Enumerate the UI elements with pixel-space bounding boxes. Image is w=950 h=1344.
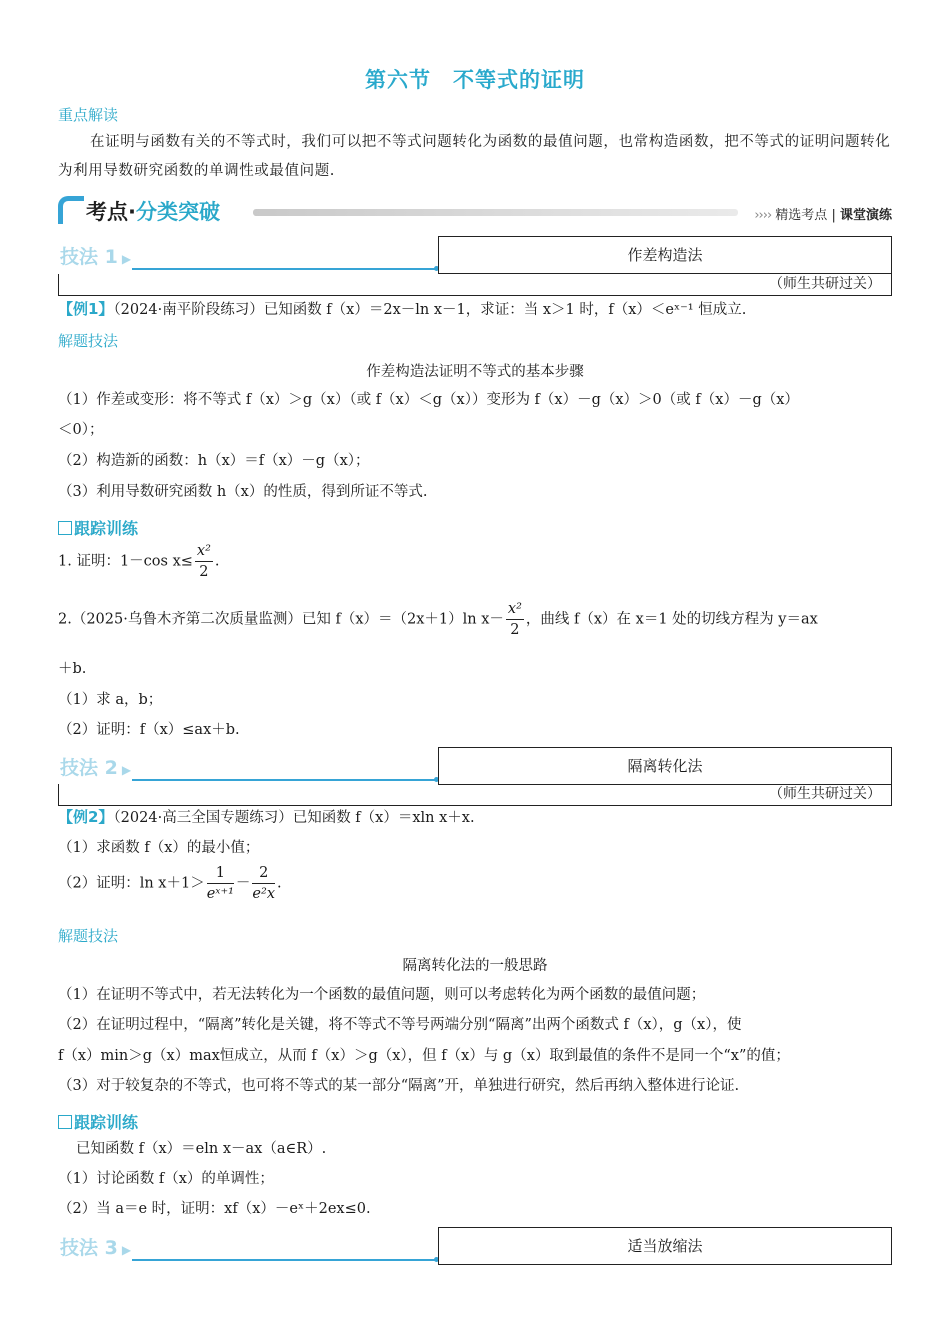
fraction-2-over-e2x: $\frac{2}{\text{e²x}}$ bbox=[252, 865, 275, 902]
method-1-step-1b: ＜0）； bbox=[58, 422, 104, 438]
technique-3-name: 适当放缩法 bbox=[438, 1227, 892, 1265]
banner-logo-icon bbox=[58, 196, 84, 224]
exercise-3-q1: （1）讨论函数 f（x）的单调性； bbox=[58, 1171, 274, 1187]
banner-title-dot: · bbox=[128, 200, 136, 224]
checkbox-icon bbox=[58, 521, 72, 535]
triangle-right-icon: ▶ bbox=[121, 1243, 132, 1257]
track-2-label: 跟踪训练 bbox=[58, 1110, 138, 1133]
technique-3-label: 技法 3 ▶ bbox=[60, 1237, 132, 1259]
example-2-text: （2024·高三全国专题练习）已知函数 f（x）＝xln x＋x. bbox=[113, 810, 475, 826]
technique-1-underline bbox=[132, 268, 438, 270]
exercise-2-q2: （2）证明：f（x）≤ax＋b. bbox=[58, 722, 240, 738]
exercise-2-q1: （1）求 a，b； bbox=[58, 692, 163, 708]
technique-1-header bbox=[58, 236, 892, 274]
key-reading-text: 在证明与函数有关的不等式时，我们可以把不等式问题转化为函数的最值问题，也常构造函数，把不等式的证明问题转化为利用导数研究函数的单调性或最值问题. bbox=[58, 134, 891, 179]
track-1-label: 跟踪训练 bbox=[58, 516, 138, 539]
method-2-step-2: （2）在证明过程中，“隔离”转化是关键，将不等式不等号两端分别“隔离”出两个函数式 f（x），g（x），使 bbox=[58, 1017, 742, 1033]
method-1-step-1: （1）作差或变形：将不等式 f（x）＞g（x）（或 f（x）＜g（x））变形为 f（x）－g（x）＞0（或 f（x）－g（x） bbox=[58, 392, 799, 408]
method-2-step-2b: f（x）min＞g（x）max恒成立，从而 f（x）＞g（x），但 f（x）与 g（x）取到最值的条件不是同一个“x”的值； bbox=[58, 1048, 790, 1064]
technique-1-label: 技法 1 ▶ bbox=[60, 246, 132, 268]
exercise-1: 1. 证明：1－cos x≤ $\frac{\text{x²}}{2}$ . bbox=[58, 543, 220, 580]
technique-2-underline bbox=[132, 779, 438, 781]
example-2 bbox=[58, 806, 475, 827]
banner-right-b: 课堂演练 bbox=[839, 208, 892, 223]
example-2-q2: （2）证明：ln x＋1＞ $\frac{1}{\text{eˣ⁺¹}}$ － $\frac{2}{\text{e²x}}$ . bbox=[58, 865, 282, 902]
method-1-step-2: （2）构造新的函数：h（x）＝f（x）－g（x）； bbox=[58, 453, 370, 469]
method-2-title: 隔离转化法的一般思路 bbox=[402, 958, 548, 974]
banner-right-a: 精选考点 bbox=[775, 208, 828, 223]
exercise-2-cont: ＋b. bbox=[58, 661, 87, 677]
technique-2-note: （师生共研过关） bbox=[58, 784, 892, 806]
fraction-1-over-e-x1: $\frac{1}{\text{eˣ⁺¹}}$ bbox=[206, 865, 234, 902]
method-1-step-3: （3）利用导数研究函数 h（x）的性质，得到所证不等式. bbox=[58, 484, 428, 500]
example-2-q1: （1）求函数 f（x）的最小值； bbox=[58, 840, 260, 856]
banner-title bbox=[86, 196, 220, 226]
example-1 bbox=[58, 298, 746, 319]
technique-3-header bbox=[58, 1227, 892, 1265]
method-1-title: 作差构造法证明不等式的基本步骤 bbox=[366, 364, 584, 380]
banner-arrows-icon: ›››› bbox=[754, 208, 772, 223]
banner-right bbox=[754, 204, 892, 223]
triangle-right-icon: ▶ bbox=[121, 252, 132, 266]
exercise-2: 2.（2025·乌鲁木齐第二次质量监测）已知 f（x）＝（2x＋1）ln x－ $\frac{\text{x²}}{2}$ ，曲线 f（x）在 x＝1 处的切线方程为 y＝ax bbox=[58, 601, 818, 638]
banner-title-b: 分类突破 bbox=[135, 200, 220, 224]
triangle-right-icon: ▶ bbox=[121, 763, 132, 777]
exercise-3: 已知函数 f（x）＝eln x－ax（a∈R）. bbox=[76, 1141, 327, 1157]
technique-2-label: 技法 2 ▶ bbox=[60, 757, 132, 779]
banner-bar bbox=[253, 209, 738, 216]
checkbox-icon bbox=[58, 1115, 72, 1129]
method-2-label: 解题技法 bbox=[58, 927, 119, 945]
method-2-step-3: （3）对于较复杂的不等式，也可将不等式的某一部分“隔离”开，单独进行研究，然后再纳入整体进行论证. bbox=[58, 1078, 740, 1094]
method-2-step-1: （1）在证明不等式中，若无法转化为一个函数的最值问题，则可以考虑转化为两个函数的最值问题； bbox=[58, 987, 706, 1003]
fraction-x2-over-2b: $\frac{\text{x²}}{2}$ bbox=[507, 601, 522, 638]
technique-2-header bbox=[58, 747, 892, 785]
key-reading-label: 重点解读 bbox=[58, 106, 119, 124]
fraction-x2-over-2: $\frac{\text{x²}}{2}$ bbox=[196, 543, 211, 580]
exercise-3-q2: （2）当 a＝e 时，证明：xf（x）－eˣ＋2ex≤0. bbox=[58, 1201, 371, 1217]
page-title: 第六节 不等式的证明 bbox=[365, 68, 585, 92]
method-1-label: 解题技法 bbox=[58, 332, 119, 350]
technique-1-name: 作差构造法 bbox=[438, 236, 892, 274]
section-banner bbox=[58, 196, 892, 228]
banner-sep: | bbox=[831, 208, 836, 223]
technique-1-note: （师生共研过关） bbox=[58, 274, 892, 296]
technique-3-underline bbox=[132, 1259, 438, 1261]
example-2-tag: 【例2】 bbox=[58, 808, 114, 826]
banner-title-a: 考点 bbox=[86, 200, 128, 224]
example-1-tag: 【例1】 bbox=[58, 300, 114, 318]
technique-2-name: 隔离转化法 bbox=[438, 747, 892, 785]
example-1-text: （2024·南平阶段练习）已知函数 f（x）＝2x－ln x－1，求证：当 x＞1 时，f（x）＜eˣ⁻¹ 恒成立. bbox=[113, 302, 747, 318]
